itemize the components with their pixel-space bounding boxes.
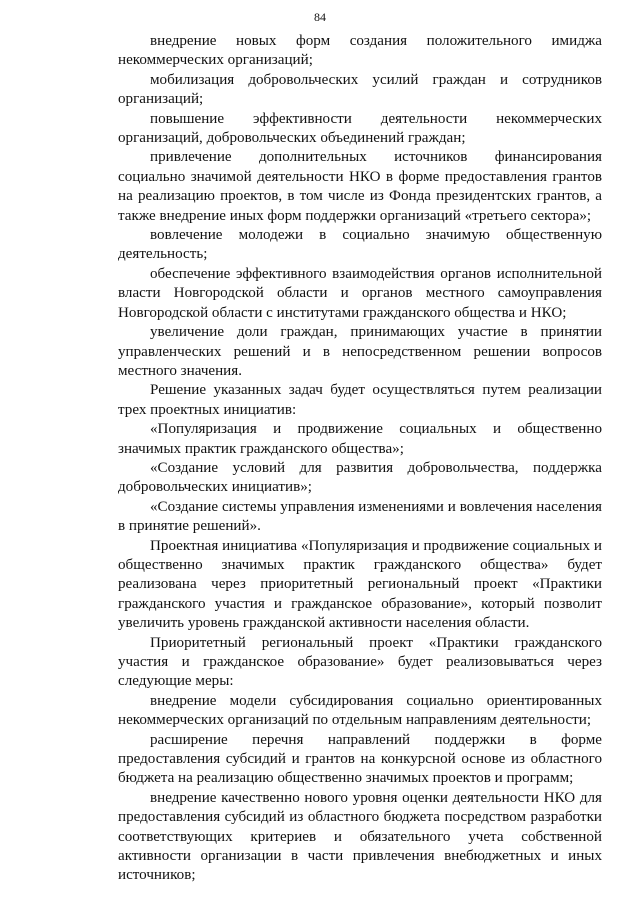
page-number: 84 (314, 10, 326, 24)
paragraph: внедрение модели субсидирования социально ориентированных некоммерческих организаций по отдельным направлениям деятельности; (118, 692, 602, 729)
paragraph: Проектная инициатива «Популяризация и продвижение социальных и общественно значимых практик гражданского общества» будет реализована через приоритетный региональный проект «Практики гражданского участия и гражданское образование», который позволит увеличить уровень гражданской активности населения области. (118, 537, 602, 632)
paragraph: повышение эффективности деятельности некоммерческих организаций, добровольческих объединений граждан; (118, 110, 602, 147)
paragraph: увеличение доли граждан, принимающих участие в принятии управленческих решений и в непосредственном решении вопросов местного значения. (118, 324, 602, 379)
paragraph: «Создание системы управления изменениями и вовлечения населения в принятие решений». (118, 498, 602, 535)
paragraph: Решение указанных задач будет осуществляться путем реализации трех проектных инициатив: (118, 382, 602, 418)
paragraph: вовлечение молодежи в социально значимую общественную деятельность; (118, 227, 602, 263)
paragraph: внедрение новых форм создания положительного имиджа некоммерческих организаций; (118, 33, 602, 69)
paragraph: расширение перечня направлений поддержки в форме предоставления субсидий и грантов на конкурсной основе из областного бюджета на реализацию общественно значимых проектов и программ; (118, 731, 602, 787)
paragraph: «Популяризация и продвижение социальных и общественно значимых практик гражданского общества»; (118, 421, 602, 457)
paragraph: привлечение дополнительных источников финансирования социально значимой деятельности НКО в форме предоставления грантов на реализацию проектов, в том числе из Фонда президентских грантов, а также внедрение иных форм поддержки организаций «третьего сектора»; (118, 149, 602, 224)
paragraph: мобилизация добровольческих усилий граждан и сотрудников организаций; (118, 71, 602, 108)
paragraph: «Создание условий для развития добровольчества, поддержка добровольческих инициатив»; (118, 459, 602, 496)
paragraph: внедрение качественно нового уровня оценки деятельности НКО для предоставления субсидий из областного бюджета посредством разработки соответствующих критериев и обязательного учета собственной активности организации в части привлечения внебюджетных и иных источников; (118, 789, 602, 884)
paragraph: обеспечение эффективного взаимодействия органов исполнительной власти Новгородской области и органов местного самоуправления Новгородской области с институтами гражданского общества и НКО; (118, 265, 602, 321)
paragraph: Приоритетный региональный проект «Практики гражданского участия и гражданское образование» будет реализовываться через следующие меры: (118, 634, 602, 690)
body-text (118, 32, 602, 886)
